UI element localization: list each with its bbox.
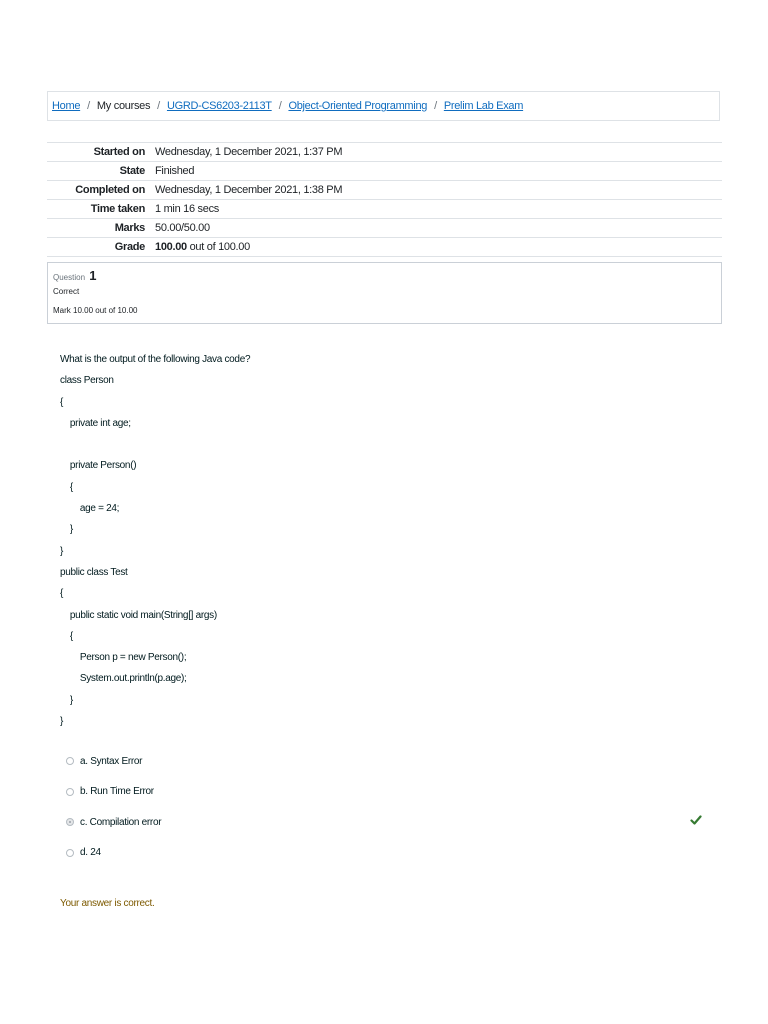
answer-label: d. 24 bbox=[80, 847, 101, 859]
answer-option-a[interactable] bbox=[66, 746, 716, 777]
code-line: Person p = new Person(); bbox=[60, 652, 187, 664]
grade-out-of: out of 100.00 bbox=[186, 241, 250, 253]
answer-option-b[interactable] bbox=[66, 777, 716, 808]
code-line: System.out.println(p.age); bbox=[60, 673, 187, 685]
summary-label: State bbox=[47, 162, 155, 181]
question-mark: Mark 10.00 out of 10.00 bbox=[53, 306, 138, 315]
summary-value: 1 min 16 secs bbox=[155, 200, 722, 219]
summary-label: Grade bbox=[47, 238, 155, 257]
summary-value: Finished bbox=[155, 162, 722, 181]
breadcrumb-separator: / bbox=[434, 100, 437, 112]
answer-feedback: Your answer is correct. bbox=[60, 898, 155, 909]
code-line: { bbox=[60, 588, 64, 600]
question-text bbox=[60, 352, 660, 735]
radio-button[interactable] bbox=[66, 849, 74, 857]
answer-option-d[interactable] bbox=[66, 838, 716, 869]
summary-value: Wednesday, 1 December 2021, 1:37 PM bbox=[155, 143, 722, 162]
code-line: } bbox=[60, 524, 73, 536]
code-line: private Person() bbox=[60, 460, 137, 472]
breadcrumb-separator: / bbox=[157, 100, 160, 112]
breadcrumb-course-link[interactable]: UGRD-CS6203-2113T bbox=[166, 100, 272, 112]
breadcrumb-activity-link[interactable]: Prelim Lab Exam bbox=[443, 100, 524, 112]
code-line: } bbox=[60, 545, 64, 557]
radio-button[interactable] bbox=[66, 788, 74, 796]
summary-label: Marks bbox=[47, 219, 155, 238]
code-line: public class Test bbox=[60, 566, 128, 578]
code-line: } bbox=[60, 694, 73, 706]
code-line: public static void main(String[] args) bbox=[60, 609, 217, 621]
summary-row-time-taken bbox=[47, 200, 722, 219]
question-number: 1 bbox=[89, 268, 97, 283]
radio-button[interactable] bbox=[66, 757, 74, 765]
summary-row-completed bbox=[47, 181, 722, 200]
code-line: { bbox=[60, 481, 73, 493]
summary-row-started bbox=[47, 143, 722, 162]
breadcrumb-separator: / bbox=[87, 100, 90, 112]
radio-button-selected[interactable] bbox=[66, 818, 74, 826]
answer-label: b. Run Time Error bbox=[80, 786, 154, 798]
breadcrumb bbox=[47, 91, 720, 121]
summary-row-grade bbox=[47, 238, 722, 257]
breadcrumb-section-link[interactable]: Object-Oriented Programming bbox=[288, 100, 428, 112]
summary-value: 50.00/50.00 bbox=[155, 219, 722, 238]
check-icon bbox=[690, 814, 702, 826]
answer-label: a. Syntax Error bbox=[80, 755, 143, 767]
answer-label: c. Compilation error bbox=[80, 816, 162, 828]
code-line: } bbox=[60, 716, 64, 728]
question-state: Correct bbox=[53, 287, 80, 296]
breadcrumb-home-link[interactable]: Home bbox=[52, 100, 81, 112]
summary-label: Time taken bbox=[47, 200, 155, 219]
grade-score: 100.00 bbox=[155, 241, 187, 253]
answer-options bbox=[66, 746, 716, 868]
summary-label: Completed on bbox=[47, 181, 155, 200]
summary-label: Started on bbox=[47, 143, 155, 162]
summary-value: Wednesday, 1 December 2021, 1:38 PM bbox=[155, 181, 722, 200]
answer-option-c[interactable] bbox=[66, 807, 716, 838]
code-line: private int age; bbox=[60, 417, 131, 429]
summary-row-state bbox=[47, 162, 722, 181]
code-line: { bbox=[60, 630, 73, 642]
attempt-summary-table bbox=[47, 142, 722, 257]
question-prompt: What is the output of the following Java code? bbox=[60, 354, 251, 365]
code-line: { bbox=[60, 396, 64, 408]
code-line: age = 24; bbox=[60, 503, 120, 515]
summary-row-marks bbox=[47, 219, 722, 238]
code-line bbox=[60, 437, 660, 458]
question-info-box bbox=[47, 262, 722, 324]
breadcrumb-my-courses: My courses bbox=[96, 100, 151, 112]
question-prefix: Question bbox=[53, 273, 86, 282]
breadcrumb-separator: / bbox=[278, 100, 282, 112]
code-line: class Person bbox=[60, 375, 114, 387]
question-number-row bbox=[53, 267, 716, 284]
summary-value bbox=[155, 238, 722, 257]
